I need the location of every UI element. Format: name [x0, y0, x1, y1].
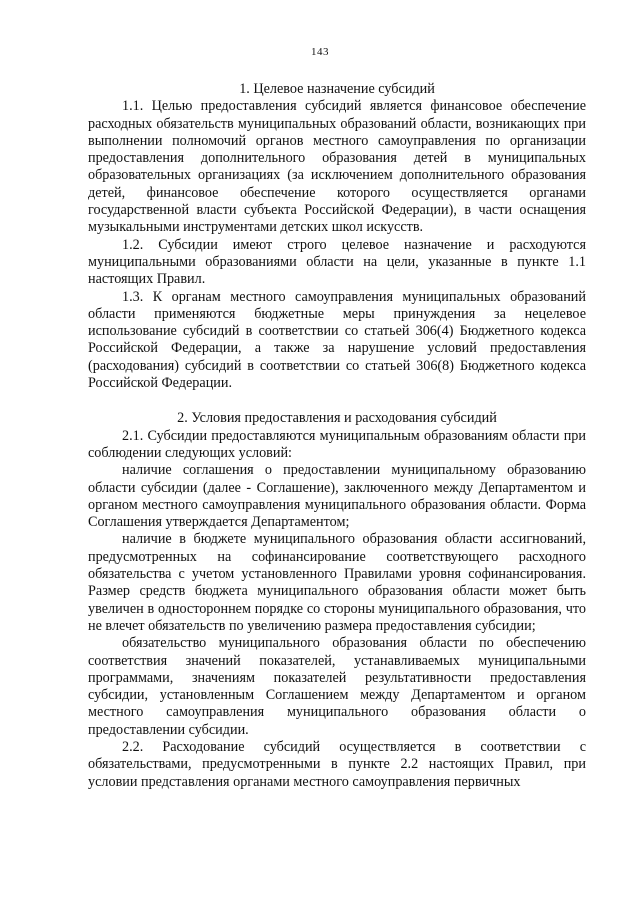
paragraph-2-1: 2.1. Субсидии предоставляются муниципальным образованиям области при соблюдении следующих условий:: [88, 427, 586, 461]
paragraph-condition-obligation: обязательство муниципального образования области по обеспечению соответствия значений показателей, устанавливаемых муниципальными программами, значениям показателей результативности предоставления субсидии, установленным Соглашением между Департаментом и органом местного самоуправления муниципального образования области о предоставлении субсидии.: [88, 635, 586, 738]
paragraph-condition-agreement: наличие соглашения о предоставлении муниципальному образованию области субсидии (далее - Соглашение), заключенного между Департаментом и органом местного самоуправления муниципального образования области. Форма Соглашения утверждается Департаментом;: [88, 462, 586, 531]
paragraph-2-2: 2.2. Расходование субсидий осуществляется в соответствии с обязательствами, предусмотренными в пункте 2.2 настоящих Правил, при условии представления органами местного самоуправления первичных: [88, 738, 586, 790]
section-1-title: 1. Целевое назначение субсидий: [239, 81, 435, 97]
section-2-title: 2. Условия предоставления и расходования субсидий: [177, 410, 497, 427]
document-body: [88, 81, 586, 791]
paragraph-1-2: 1.2. Субсидии имеют строго целевое назначение и расходуются муниципальными образованиями области на цели, указанные в пункте 1.1 настоящих Правил.: [88, 236, 586, 288]
page-number: 143: [311, 46, 329, 58]
paragraph-1-3: 1.3. К органам местного самоуправления муниципальных образований области применяются бюджетные меры принуждения за нецелевое использование субсидий в соответствии со статьей 306(4) Бюджетного кодекса Российской Федерации, а также за нарушение условий предоставления (расходования) субсидий в соответствии со статьей 306(8) Бюджетного кодекса Российской Федерации.: [88, 288, 586, 392]
paragraph-condition-budget: наличие в бюджете муниципального образования области ассигнований, предусмотренных на софинансирование соответствующего расходного обязательства с учетом установленного Правилами уровня софинансирования. Размер средств бюджета муниципального образования области может быть увеличен в одностороннем порядке со стороны муниципального образования, что не влечет обязательств по увеличению размера предоставления субсидии;: [88, 531, 586, 634]
paragraph-1-1: 1.1. Целью предоставления субсидий является финансовое обеспечение расходных обязательств муниципальных образований области, возникающих при выполнении полномочий органов местного самоуправления по организации предоставления дополнительного образования детей в муниципальных образовательных организациях (за исключением дополнительного образования детей, финансовое обеспечение которого осуществляется органами государственной власти субъекта Российской Федерации), в части оснащения музыкальными инструментами детских школ искусств.: [88, 98, 586, 236]
section-spacer: [88, 392, 586, 410]
